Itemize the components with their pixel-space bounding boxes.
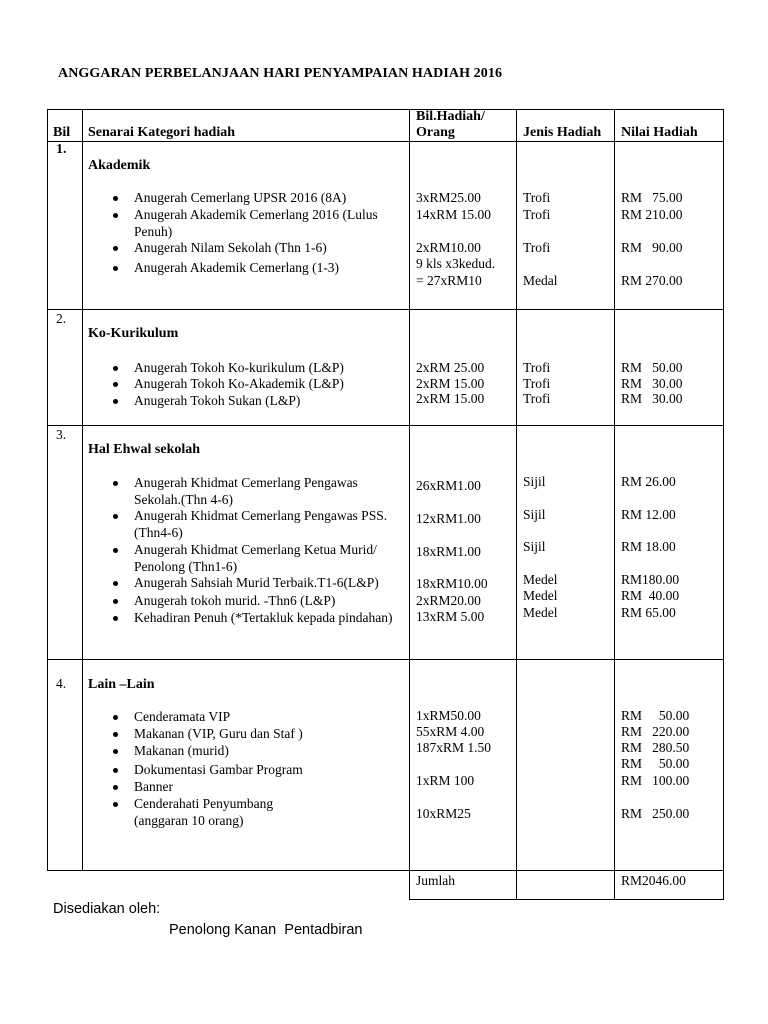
section-title-lain-lain: Lain –Lain bbox=[88, 677, 155, 692]
bil-hadiah-value: 18xRM10.00 bbox=[416, 576, 488, 591]
nilai-hadiah-value: RM 12.00 bbox=[621, 507, 676, 522]
nilai-hadiah-value: RM 30.00 bbox=[621, 391, 683, 406]
table-top-border bbox=[47, 109, 724, 110]
jenis-hadiah-value: Medal bbox=[523, 273, 558, 288]
col-divider-jenis bbox=[614, 109, 615, 900]
list-item: Makanan (murid) bbox=[113, 743, 229, 760]
header-bil: Bil bbox=[53, 125, 71, 140]
nilai-hadiah-value: RM 100.00 bbox=[621, 773, 690, 788]
jenis-hadiah-value: Medel bbox=[523, 588, 558, 603]
col-divider-bil-hadiah bbox=[516, 109, 517, 900]
nilai-hadiah-value: RM 250.00 bbox=[621, 806, 690, 821]
jenis-hadiah-value: Sijil bbox=[523, 474, 546, 489]
list-item: Cenderahati Penyumbang (anggaran 10 orang) bbox=[113, 796, 273, 829]
prepared-by-label: Disediakan oleh: bbox=[53, 901, 161, 917]
list-item: Banner bbox=[113, 779, 173, 796]
list-item: Anugerah Tokoh Sukan (L&P) bbox=[113, 393, 300, 410]
prepared-by-role: Penolong Kanan Pentadbiran bbox=[169, 922, 363, 938]
list-item: Anugerah Akademik Cemerlang 2016 (Lulus Penuh) bbox=[113, 207, 378, 240]
col-divider-kategori bbox=[409, 109, 410, 900]
header-jenis: Jenis Hadiah bbox=[523, 125, 602, 140]
list-item: Kehadiran Penuh (*Tertakluk kepada pindahan) bbox=[113, 610, 392, 627]
header-kategori: Senarai Kategori hadiah bbox=[88, 125, 236, 140]
header-nilai: Nilai Hadiah bbox=[621, 125, 698, 140]
list-item: Anugerah Akademik Cemerlang (1-3) bbox=[113, 260, 339, 277]
total-value: RM2046.00 bbox=[621, 873, 686, 888]
nilai-hadiah-value: RM 50.00 bbox=[621, 360, 683, 375]
section-title-ko-kurikulum: Ko-Kurikulum bbox=[88, 326, 179, 341]
nilai-hadiah-value: RM 75.00 bbox=[621, 190, 683, 205]
jenis-hadiah-value: Trofi bbox=[523, 207, 551, 222]
total-label: Jumlah bbox=[416, 873, 455, 888]
list-item: Anugerah Nilam Sekolah (Thn 1-6) bbox=[113, 240, 327, 257]
header-bil-hadiah-line1: Bil.Hadiah/ bbox=[416, 109, 485, 124]
nilai-hadiah-value: RM 270.00 bbox=[621, 273, 683, 288]
jenis-hadiah-value: Trofi bbox=[523, 360, 551, 375]
section-number: 1. bbox=[56, 142, 67, 157]
bil-hadiah-value: 12xRM1.00 bbox=[416, 511, 481, 526]
list-item: Anugerah Khidmat Cemerlang Pengawas PSS. (Thn4-6) bbox=[113, 508, 387, 541]
bil-hadiah-value: 2xRM 25.00 bbox=[416, 360, 485, 375]
nilai-hadiah-value: RM180.00 bbox=[621, 572, 680, 587]
list-item: Anugerah Khidmat Cemerlang Ketua Murid/ Penolong (Thn1-6) bbox=[113, 542, 377, 575]
bil-hadiah-value: 187xRM 1.50 bbox=[416, 740, 492, 755]
jenis-hadiah-value: Medel bbox=[523, 572, 558, 587]
list-item: Anugerah Cemerlang UPSR 2016 (8A) bbox=[113, 190, 346, 207]
nilai-hadiah-value: RM 40.00 bbox=[621, 588, 680, 603]
list-item: Anugerah tokoh murid. -Thn6 (L&P) bbox=[113, 593, 335, 610]
bil-hadiah-value: 1xRM50.00 bbox=[416, 708, 481, 723]
bil-hadiah-value: 9 kls x3kedud. bbox=[416, 256, 496, 271]
nilai-hadiah-value: RM 50.00 bbox=[621, 708, 690, 723]
total-bottom-border bbox=[409, 899, 724, 900]
bil-hadiah-value: 2xRM20.00 bbox=[416, 593, 481, 608]
nilai-hadiah-value: RM 26.00 bbox=[621, 474, 676, 489]
header-bil-hadiah-line2: Orang bbox=[416, 125, 455, 140]
list-item: Anugerah Khidmat Cemerlang Pengawas Sekolah.(Thn 4-6) bbox=[113, 475, 358, 508]
document-title: ANGGARAN PERBELANJAAN HARI PENYAMPAIAN HADIAH 2016 bbox=[58, 66, 503, 81]
section-title-hal-ehwal: Hal Ehwal sekolah bbox=[88, 442, 201, 457]
nilai-hadiah-value: RM 65.00 bbox=[621, 605, 676, 620]
table-right-border bbox=[723, 109, 724, 900]
bil-hadiah-value: 18xRM1.00 bbox=[416, 544, 481, 559]
nilai-hadiah-value: RM 18.00 bbox=[621, 539, 676, 554]
bil-hadiah-value: 13xRM 5.00 bbox=[416, 609, 485, 624]
list-item: Dokumentasi Gambar Program bbox=[113, 762, 303, 779]
bil-hadiah-value: 1xRM 100 bbox=[416, 773, 475, 788]
bil-hadiah-value: 14xRM 15.00 bbox=[416, 207, 492, 222]
section-number: 2. bbox=[56, 311, 67, 326]
nilai-hadiah-value: RM 90.00 bbox=[621, 240, 683, 255]
jenis-hadiah-value: Sijil bbox=[523, 539, 546, 554]
table-left-border bbox=[47, 109, 48, 871]
row-divider-1 bbox=[47, 309, 724, 310]
jenis-hadiah-value: Medel bbox=[523, 605, 558, 620]
nilai-hadiah-value: RM 30.00 bbox=[621, 376, 683, 391]
nilai-hadiah-value: RM 210.00 bbox=[621, 207, 683, 222]
bil-hadiah-value: 2xRM10.00 bbox=[416, 240, 481, 255]
jenis-hadiah-value: Trofi bbox=[523, 240, 551, 255]
bil-hadiah-value: 2xRM 15.00 bbox=[416, 391, 485, 406]
list-item: Makanan (VIP, Guru dan Staf ) bbox=[113, 726, 303, 743]
section-number: 4. bbox=[56, 676, 67, 691]
section-title-akademik: Akademik bbox=[88, 158, 151, 173]
bil-hadiah-value: 10xRM25 bbox=[416, 806, 471, 821]
nilai-hadiah-value: RM 220.00 bbox=[621, 724, 690, 739]
row-divider-4 bbox=[47, 870, 724, 871]
row-divider-2 bbox=[47, 425, 724, 426]
list-item: Cenderamata VIP bbox=[113, 709, 230, 726]
bil-hadiah-value: 3xRM25.00 bbox=[416, 190, 481, 205]
row-divider-3 bbox=[47, 659, 724, 660]
bil-hadiah-value: 26xRM1.00 bbox=[416, 478, 481, 493]
bil-hadiah-value: 2xRM 15.00 bbox=[416, 376, 485, 391]
col-divider-bil bbox=[82, 109, 83, 871]
nilai-hadiah-value: RM 280.50 bbox=[621, 740, 690, 755]
list-item: Anugerah Tokoh Ko-kurikulum (L&P) bbox=[113, 360, 344, 377]
header-bottom-border bbox=[47, 141, 724, 142]
jenis-hadiah-value: Trofi bbox=[523, 190, 551, 205]
bil-hadiah-value: 55xRM 4.00 bbox=[416, 724, 485, 739]
nilai-hadiah-value: RM 50.00 bbox=[621, 756, 690, 771]
section-number: 3. bbox=[56, 427, 67, 442]
jenis-hadiah-value: Sijil bbox=[523, 507, 546, 522]
list-item: Anugerah Sahsiah Murid Terbaik.T1-6(L&P) bbox=[113, 575, 379, 592]
list-item: Anugerah Tokoh Ko-Akademik (L&P) bbox=[113, 376, 344, 393]
jenis-hadiah-value: Trofi bbox=[523, 376, 551, 391]
bil-hadiah-value: = 27xRM10 bbox=[416, 273, 482, 288]
jenis-hadiah-value: Trofi bbox=[523, 391, 551, 406]
